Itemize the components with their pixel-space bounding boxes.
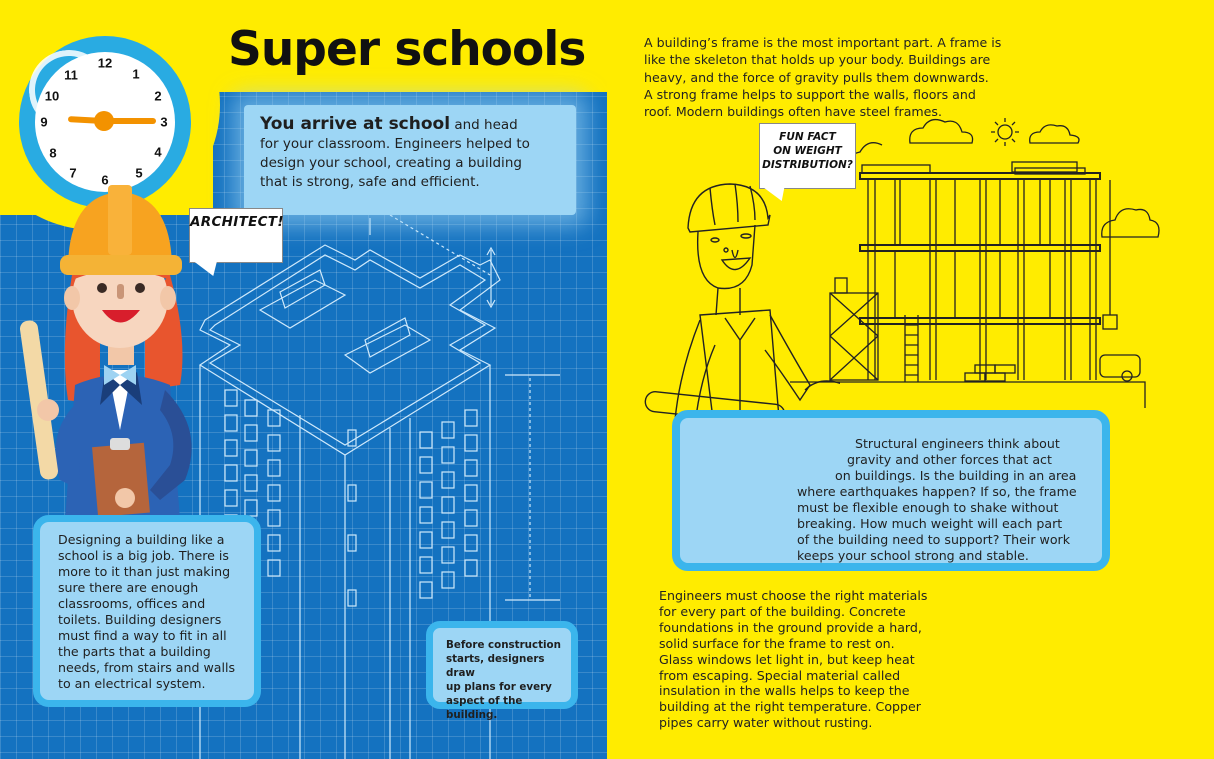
structural-text-line: of the building need to support? Their work [797,532,1070,547]
materials-text-line: building at the right temperature. Copper [659,699,921,715]
design-text-line: toilets. Building designers [58,612,222,627]
clock-number: 10 [44,88,60,104]
clock-number: 12 [97,55,113,71]
design-text-line: school is a big job. There is [58,548,229,563]
materials-text-line: for every part of the building. Concrete [659,603,906,619]
plans-text-line: up plans for every [446,681,552,693]
design-text-line: Designing a building like a [58,532,225,547]
fun-fact-line: DISTRIBUTION? [762,159,853,171]
frame-text-line: heavy, and the force of gravity pulls them downwards. [644,69,989,85]
materials-text-line: solid surface for the frame to rest on. [659,635,895,651]
materials-text-line: Engineers must choose the right materials [659,588,928,603]
structural-text-line: keeps your school strong and stable. [797,548,1029,563]
clock-number: 6 [101,172,109,188]
plans-text-line: Before construction [446,639,561,651]
clock-number: 9 [40,114,48,130]
design-text-line: sure there are enough [58,580,199,595]
clock-number: 4 [154,144,162,160]
clock-number: 1 [132,66,140,82]
frame-text-line: A strong frame helps to support the walls, floors and [644,86,976,102]
materials-text-line: from escaping. Special material called [659,667,901,683]
clock-number: 5 [135,165,143,181]
clock-number: 7 [69,165,77,181]
page-title: Super schools [228,22,586,77]
materials-paragraph [659,588,959,731]
intro-text: for your classroom. Engineers helped to [260,136,530,152]
clock-face [35,52,175,192]
materials-text-line: insulation in the walls helps to keep the [659,683,910,699]
clock-number: 8 [49,145,57,161]
clock-number: 11 [64,67,78,83]
plans-text-line: starts, designers draw [446,653,545,679]
architect-speech-bubble: ARCHITECT! [189,208,283,263]
materials-text-line: pipes carry water without rusting. [659,715,873,731]
intro-text: and head [450,117,518,133]
fun-fact-speech-bubble [759,123,856,189]
clock-hub [94,111,114,131]
structural-text-line: must be flexible enough to shake without [797,500,1059,515]
intro-lead: You arrive at school [260,114,451,134]
plans-caption-box [426,621,578,721]
design-text-line: must find a way to fit in all [58,628,227,643]
structural-text-line: where earthquakes happen? If so, the frame [797,484,1077,499]
frame-text-line: roof. Modern buildings often have steel frames. [644,104,942,120]
design-text-box [33,515,261,707]
structural-text-line: gravity and other forces that act [847,452,1052,467]
intro-text: that is strong, safe and efficient. [260,174,480,190]
plans-text-line: aspect of the building. [446,695,523,721]
design-text-line: needs, from stairs and walls [58,660,236,675]
frame-text-line: like the skeleton that holds up your body. Buildings are [644,52,991,68]
frame-text-line: A building’s frame is the most important part. A frame is [644,35,1002,50]
structural-text-line: on buildings. Is the building in an area [835,468,1077,483]
intro-text-box [244,105,576,215]
design-text-line: to an electrical system. [58,676,206,691]
structural-text-line: breaking. How much weight will each part [797,516,1063,531]
design-text-line: more to it than just making [58,564,231,579]
clock-number: 2 [154,88,162,104]
fun-fact-line: FUN FACT [779,131,836,143]
design-text-line: classrooms, offices and [58,596,206,611]
structural-engineers-box [672,410,1110,571]
fun-fact-line: ON WEIGHT [773,145,842,157]
frame-paragraph [644,34,1024,120]
clock-number: 3 [160,114,168,130]
design-text-line: the parts that a building [58,644,211,659]
materials-text-line: foundations in the ground provide a hard, [659,619,922,635]
materials-text-line: Glass windows let light in, but keep heat [659,651,915,667]
structural-text-line: Structural engineers think about [855,436,1060,451]
intro-text: design your school, creating a building [260,155,522,171]
